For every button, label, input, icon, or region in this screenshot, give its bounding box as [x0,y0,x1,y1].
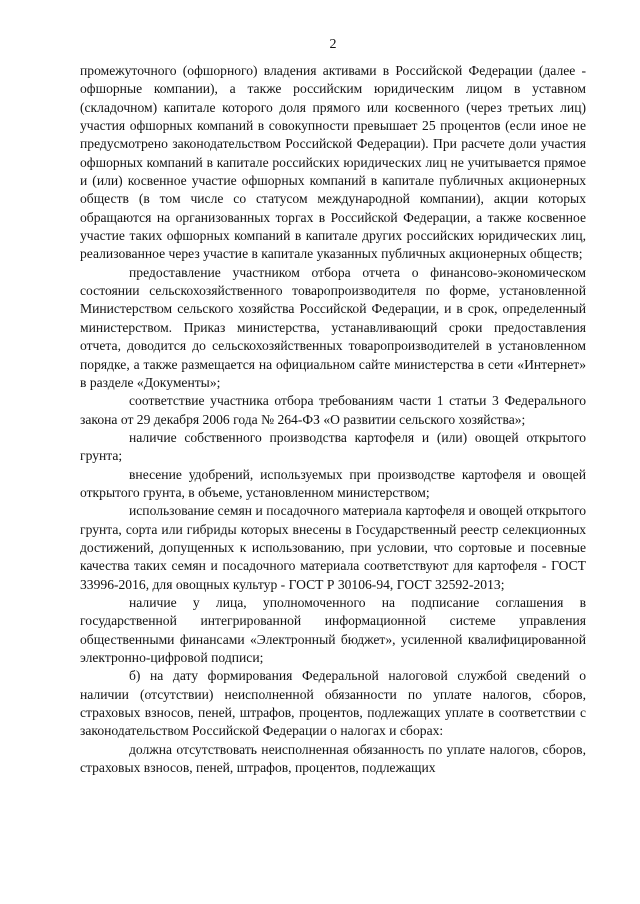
paragraph: использование семян и посадочного материала картофеля и овощей открытого грунта, сорта или гибриды которых внесены в Государственный реестр селекционных достижений, допущенных к использованию, при условии, что сортовые и посевные качества таких семян и посадочного материала соответствуют для картофеля - ГОСТ 33996-2016, для овощных культур - ГОСТ Р 30106-94, ГОСТ 32592-2013; [80,503,586,592]
paragraph: предоставление участником отбора отчета о финансово-экономическом состоянии сельскохозяйственного товаропроизводителя по форме, установленной Министерством сельского хозяйства Российской Федерации, и в срок, определенный министерством. Приказ министерства, устанавливающий сроки предоставления отчета, доводится до сельскохозяйственных товаропроизводителей в установленном порядке, а также размещается на официальном сайте министерства в сети «Интернет» в разделе «Документы»; [80,264,586,390]
document-body [80,62,586,777]
paragraph: наличие собственного производства картофеля и (или) овощей открытого грунта; [80,429,586,464]
paragraph: промежуточного (офшорного) владения активами в Российской Федерации (далее - офшорные компании), а также российским юридическим лицом в уставном (складочном) капитале которого доля прямого или косвенного (через третьих лиц) участия офшорных компаний в совокупности превышает 25 процентов (если иное не предусмотрено законодательством Российской Федерации). При расчете доли участия офшорных компаний в капитале российских юридических лиц не учитывается прямое и (или) косвенное участие офшорных компаний в капитале публичных акционерных обществ (в том числе со статусом международной компании), акции которых обращаются на организованных торгах в Российской Федерации, а также косвенное участие таких офшорных компаний в капитале других российских юридических лиц, реализованное через участие в капитале указанных публичных акционерных обществ; [80,63,586,262]
paragraph: б) на дату формирования Федеральной налоговой службой сведений о наличии (отсутствии) неисполненной обязанности по уплате налогов, сборов, страховых взносов, пеней, штрафов, процентов, подлежащих уплате в соответствии с законодательством Российской Федерации о налогах и сборах: [80,668,586,739]
paragraph: должна отсутствовать неисполненная обязанность по уплате налогов, сборов, страховых взносов, пеней, штрафов, процентов, подлежащих [80,741,586,776]
paragraph: наличие у лица, уполномоченного на подписание соглашения в государственной интегрированной информационной системе управления общественными финансами «Электронный бюджет», усиленной квалифицированной электронно-цифровой подписи; [80,594,586,665]
page-number: 2 [329,37,337,52]
paragraph: соответствие участника отбора требованиям части 1 статьи 3 Федерального закона от 29 декабря 2006 года № 264-ФЗ «О развитии сельского хозяйства»; [80,393,586,427]
paragraph: внесение удобрений, используемых при производстве картофеля и овощей открытого грунта, в объеме, установленном министерством; [80,466,586,500]
document-page [80,36,586,777]
